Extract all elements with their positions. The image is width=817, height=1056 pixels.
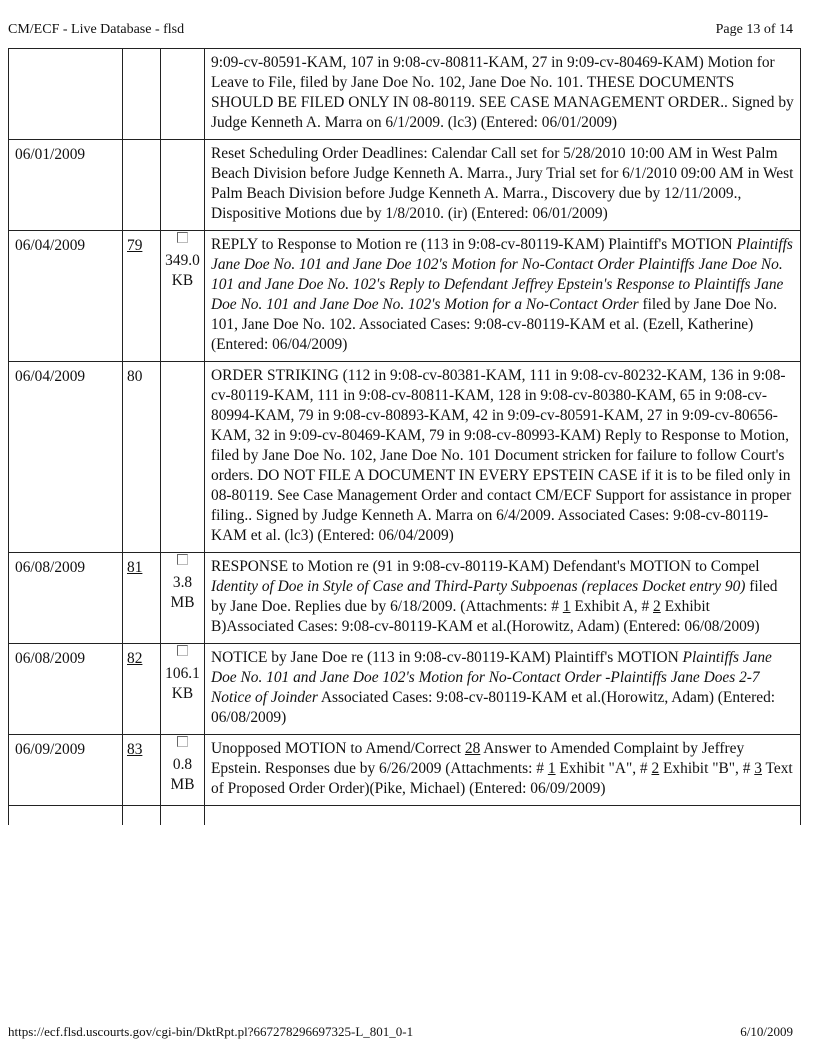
entry-text: ORDER STRIKING (112 in 9:08-cv-80381-KAM, 111 in 9:08-cv-80232-KAM, 136 in 9:08-cv-80119-KAM, 111 in 9:08-cv-80811-KAM, 128 in 9:08-cv-80380-KAM, 65 in 9:08-cv-80994-KAM, 79 in 9:08-cv-80893-KAM, 42 in 9:09-cv-80591-KAM, 27 in 9:09-cv-80656-KAM, 32 in 9:09-cv-80469-KAM, 79 in 9:08-cv-80993-KAM) Reply to Response to Motion, filed by Jane Doe No. 102, Jane Doe No. 101 Document stricken for failure to follow Court's orders. DO NOT FILE A DOCUMENT IN EVERY EPSTEIN CASE if it is to be filed only in 08-80119. See Case Management Order and contact CM/ECF Support for assistance in proper filing.. Signed by Judge Kenneth A. Marra on 6/4/2009. Associated Cases: 9:08-cv-80119-KAM et al. (lc3) (Entered: 06/04/2009) [205,362,801,553]
attachment-link[interactable]: 2 [653,598,661,615]
document-checkbox[interactable] [177,232,188,243]
file-size: 349.0 [165,252,200,269]
table-row [9,49,801,140]
entry-number-link[interactable]: 82 [127,650,143,667]
page-header-title: CM/ECF - Live Database - flsd [8,22,185,37]
attachment-link[interactable]: 1 [547,760,556,777]
file-size-unit: MB [170,594,195,611]
entry-date [9,49,123,140]
attachment-cell [161,140,205,231]
document-checkbox[interactable] [177,645,188,656]
entry-text: Unopposed MOTION to Amend/Correct 28 Answer to Amended Complaint by Jeffrey Epstein. Responses due by 6/26/2009 (Attachments: # 1 Exhibit "A", # 2 Exhibit "B", # 3 Text of Proposed Order Order)(Pike, Michael) (Entered: 06/09/2009) [205,735,801,806]
file-size-unit: KB [171,272,194,289]
attachment-link[interactable]: 1 [562,598,571,615]
entry-text: 9:09-cv-80591-KAM, 107 in 9:08-cv-80811-KAM, 27 in 9:09-cv-80469-KAM) Motion for Leave to File, filed by Jane Doe No. 102, Jane Doe No. 101. THESE DOCUMENTS SHOULD BE FILED ONLY IN 08-80119. SEE CASE MANAGEMENT ORDER.. Signed by Judge Kenneth A. Marra on 6/1/2009. (lc3) (Entered: 06/01/2009) [205,49,801,140]
attachment-cell [161,553,205,644]
entry-number [123,140,161,231]
file-size: 106.1 [165,665,200,682]
entry-date: 06/01/2009 [9,140,123,231]
document-checkbox[interactable] [177,554,188,565]
page-url: https://ecf.flsd.uscourts.gov/cgi-bin/DktRpt.pl?667278296697325-L_801_0-1 [8,1024,414,1039]
entry-text: NOTICE by Jane Doe re (113 in 9:08-cv-80119-KAM) Plaintiff's MOTION Plaintiffs Jane Doe No. 101 and Jane Doe 102's Motion for No-Contact Order -Plaintiffs Jane Does 2-7 Notice of Joinder Associated Cases: 9:08-cv-80119-KAM et al.(Horowitz, Adam) (Entered: 06/08/2009) [205,644,801,735]
entry-number-link[interactable]: 79 [127,237,143,254]
entry-date: 06/08/2009 [9,553,123,644]
file-size-unit: MB [170,776,195,793]
entry-number: 80 [123,362,161,553]
attachment-cell [161,49,205,140]
docket-link[interactable]: 28 [464,740,481,757]
file-size-unit: KB [171,685,194,702]
entry-date: 06/08/2009 [9,644,123,735]
table-row [9,806,801,826]
attachment-cell [161,644,205,735]
table-row [9,362,801,553]
entry-number [123,49,161,140]
table-row [9,140,801,231]
table-row [9,231,801,362]
document-checkbox[interactable] [177,736,188,747]
entry-text: Reset Scheduling Order Deadlines: Calendar Call set for 5/28/2010 10:00 AM in West Palm Beach Division before Judge Kenneth A. Marra., Jury Trial set for 6/1/2010 09:00 AM in West Palm Beach Division before Judge Kenneth A. Marra., Discovery due by 12/11/2009., Dispositive Motions due by 1/8/2010. (ir) (Entered: 06/01/2009) [205,140,801,231]
entry-text: RESPONSE to Motion re (91 in 9:08-cv-80119-KAM) Defendant's MOTION to Compel Identity of Doe in Style of Case and Third-Party Subpoenas (replaces Docket entry 90) filed by Jane Doe. Replies due by 6/18/2009. (Attachments: # 1 Exhibit A, # 2 Exhibit B)Associated Cases: 9:08-cv-80119-KAM et al.(Horowitz, Adam) (Entered: 06/08/2009) [205,553,801,644]
attachment-link[interactable]: 3 [754,760,762,777]
entry-date: 06/09/2009 [9,735,123,806]
page-number: Page 13 of 14 [715,22,793,37]
docket-table [8,48,801,825]
attachment-link[interactable]: 2 [651,760,660,777]
table-row [9,553,801,644]
attachment-cell [161,231,205,362]
table-row [9,644,801,735]
entry-number-link[interactable]: 81 [127,559,143,576]
entry-date: 06/04/2009 [9,362,123,553]
file-size: 3.8 [172,574,193,591]
entry-date: 06/04/2009 [9,231,123,362]
attachment-cell [161,362,205,553]
entry-text: REPLY to Response to Motion re (113 in 9:08-cv-80119-KAM) Plaintiff's MOTION Plaintiffs Jane Doe No. 101 and Jane Doe 102's Motion for No-Contact Order Plaintiffs Jane Doe No. 101 and Jane Doe No. 102's Reply to Defendant Jeffrey Epstein's Response to Plaintiffs Jane Doe No. 101 and Jane Doe No. 102's Motion for a No-Contact Order filed by Jane Doe No. 101, Jane Doe No. 102. Associated Cases: 9:08-cv-80119-KAM et al. (Ezell, Katherine) (Entered: 06/04/2009) [205,231,801,362]
file-size: 0.8 [172,756,193,773]
attachment-cell [161,735,205,806]
table-row [9,735,801,806]
entry-number-link[interactable]: 83 [127,741,143,758]
print-date: 6/10/2009 [740,1024,793,1039]
